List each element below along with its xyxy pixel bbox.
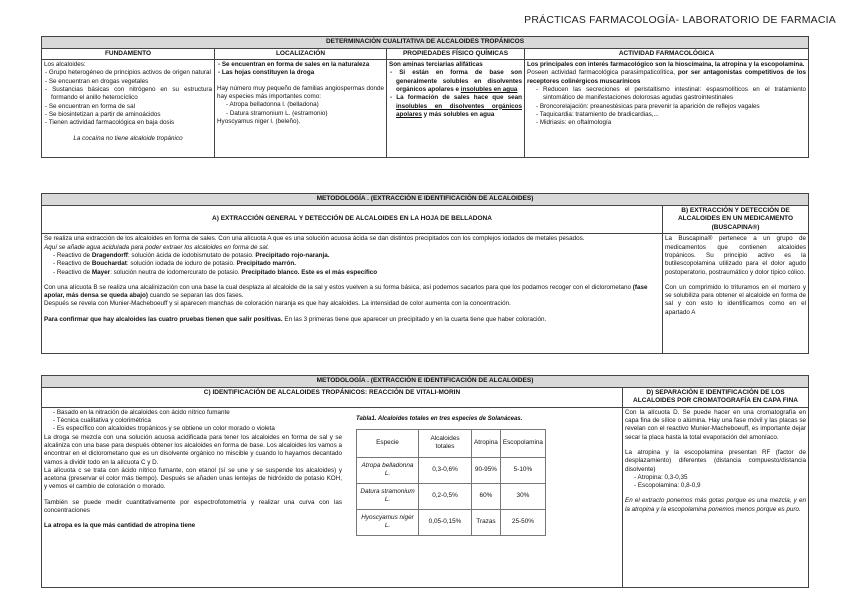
prop-text: La formación de sales hace que sean <box>396 94 522 102</box>
table-cell: Hyoscyamus niger L. <box>357 509 419 535</box>
section-d-cell <box>623 407 809 587</box>
col-header-fundamento: FUNDAMENTO <box>42 48 215 60</box>
text: Reactivo de <box>56 251 92 259</box>
table-header: Especie <box>357 429 419 457</box>
list-item: - Técnica cualitativa y colorimétrica <box>44 417 342 425</box>
list-item: - Grupo heterogéneo de principios activos de origen natural <box>44 69 212 77</box>
table-cell: 0,3-0,6% <box>419 457 472 483</box>
text-bold: Para confirmar que hay alcaloides las cuatro pruebas tienen que salir positivas. <box>44 315 283 323</box>
list-item: - Atropa belladonna l. (belladona) <box>217 101 384 109</box>
localizacion-cell <box>215 60 387 158</box>
a-p2 <box>44 284 660 301</box>
section-c-cell <box>42 407 623 587</box>
act-p2a: Poseen actividad farmacológica parasimpaticolítica, <box>527 69 678 77</box>
table-cell: 0,2-0,5% <box>419 483 472 509</box>
alkaloid-table-wrap <box>344 408 546 536</box>
table-cell: Atropa belladonna L. <box>357 457 419 483</box>
result: Precipitado marrón. <box>236 260 296 268</box>
table-cell: 90-95% <box>472 457 501 483</box>
table-cell: Trazas <box>472 509 501 535</box>
actividad-cell <box>525 60 809 158</box>
reagent-name: Dragendorff <box>91 251 128 259</box>
text: : solución iodada de ioduro de potasio. <box>126 260 237 268</box>
table-cell: 60% <box>472 483 501 509</box>
table-cell: 30% <box>500 483 545 509</box>
a-p4 <box>44 316 660 324</box>
col-header-c: C) IDENTIFICACIÓN DE ALCALOIDES TROPÁNICOS: REACCIÓN DE VITALI-MORIN <box>42 387 623 407</box>
fundamento-cell <box>42 60 215 158</box>
fundamento-intro: Los alcaloides: <box>44 61 86 69</box>
section-b-cell <box>663 234 809 354</box>
text: Reactivo de <box>56 268 92 276</box>
text: : solución ácida de iodobismutato de potasio. <box>127 251 256 259</box>
list-item: - Atropina: 0,3-0,35 <box>625 474 806 482</box>
c-p3: También se puede medir cuantitativamente por espectrofotometría y realizar una curva con las concentraciones <box>44 498 342 514</box>
table-row <box>357 457 546 483</box>
determinacion-table <box>41 36 809 158</box>
col-header-b: B) EXTRACCIÓN Y DETECCIÓN DE ALCALOIDES EN UN MEDICAMENTO (BUSCAPINA®) <box>663 205 809 234</box>
col-header-localizacion: LOCALIZACIÓN <box>215 48 387 60</box>
list-item: - Se encuentran en forma de sales en la naturaleza <box>217 61 384 69</box>
list-item: - Se biosintetizan a partir de aminoácidos <box>44 111 212 119</box>
result: Precipitado blanco. Este es el más específico <box>241 268 378 276</box>
reagent-name: Mayer <box>91 268 111 276</box>
table-header: Atropina <box>472 429 501 457</box>
list-item: - Sustancias básicas con nitrógeno en su estructura formando el anillo heterocíclico <box>44 86 212 103</box>
d-p2: La atropina y la escopolamina presentan RF (factor de desplazamiento) diferentes (distancia compuesto/distancia disolvente) <box>625 448 807 473</box>
reagent-name: Bouchardat <box>91 260 127 268</box>
list-item: - Basado en la nitración de alcaloides con ácido nítrico fumante <box>44 409 342 417</box>
section-title: METODOLOGÍA . (EXTRACCIÓN E IDENTIFICACIÓN DE ALCALOIDES) <box>42 376 809 388</box>
col-header-a: A) EXTRACCIÓN GENERAL Y DETECCIÓN DE ALCALOIDES EN LA HOJA DE BELLADONA <box>42 205 663 234</box>
list-item: - Taquicardia: tratamiento de bradicardias,... <box>527 111 806 119</box>
col-header-actividad: ACTIVIDAD FARMACOLÓGICA <box>525 48 809 60</box>
act-p1: Los principales con interés farmacológico son la hioscimaína, la atropina y la escopolamina. <box>527 61 805 69</box>
localizacion-para: Hay número muy pequeño de familias angiospermas donde hay especies más importantes como: <box>217 84 384 101</box>
table-caption: Tabla1. Alcaloides totales en tres especies de Solanáceas. <box>356 415 523 422</box>
section-title: METODOLOGÍA . (EXTRACCIÓN E IDENTIFICACIÓN DE ALCALOIDES) <box>42 194 809 206</box>
d-p3: En el extracto ponemos más gotas porque es una mezcla, y en la atropina y la escopolamina ponemos menos porque es puro. <box>625 497 807 513</box>
list-item: - Datura stramonium L. (estramonio) <box>217 110 384 118</box>
b-p2: Con un comprimido lo trituramos en el mortero y se solubiliza para obtener el alcaloide en forma de sal y con esto lo identificamos como en el apartado A <box>665 283 807 316</box>
list-item <box>44 260 660 268</box>
act-p2 <box>527 69 806 86</box>
list-item: - Las hojas constituyen la droga <box>217 69 384 77</box>
a-p1-italic: Aquí se añade agua acidulada para poder extraer los alcaloides en forma de sal. <box>44 243 270 251</box>
act-p2b: por ser antagonistas competitivos de los receptores colinérgicos muscarínicos <box>527 69 806 85</box>
text: Con una alícuota B se realiza una alcalinización con una base la cual desplaza al alcaloide de la sal y estos vuelven a su forma básica, así podemos sacarlos para que los podamos recoger con el diclorometano <box>44 283 633 291</box>
a-p3: Después se revela con Munier-Macheboeuff y si aparecen manchas de coloración naranja es que hay alcaloides. La intensidad de color aumenta con la concentración. <box>44 300 511 308</box>
table-row <box>357 509 546 535</box>
table-cell: 25-50% <box>500 509 545 535</box>
table-cell: 5-10% <box>500 457 545 483</box>
fundamento-note: La cocaína no tiene alcaloide tropánico <box>73 134 183 142</box>
text: : solución neutra de iodomercurato de potasio. <box>110 268 242 276</box>
table-cell: Datura stramonium L. <box>357 483 419 509</box>
metodologia-cd-table <box>41 375 809 588</box>
section-c-text <box>42 408 344 536</box>
list-item <box>44 269 660 277</box>
section-a-cell <box>42 234 663 354</box>
table-header: Escopolamina <box>500 429 545 457</box>
c-p4: La atropa es la que más cantidad de atropina tiene <box>44 522 196 530</box>
text: Reactivo de <box>56 260 92 268</box>
c-p1: La droga se mezcla con una solución acuosa acidificada para tener los alcaloides en forma de sal y se alcaliniza con una base para después obtener los alcaloides en forma de base. Los alcaloides los vamos a encontrar en el diclorometano que es un disolvente orgánico no miscible y cuando lo hayamos decantado vamos a dividir todo en la alícuota C y D. <box>44 433 342 466</box>
list-item: - Es específico con alcaloides tropánicos y se obtiene un color morado o violeta <box>44 425 342 433</box>
prop-underline: insolubles en disolventes orgánicos apolares <box>396 102 522 118</box>
table-header: Alcaloides totales <box>419 429 472 457</box>
text-bold: (fase apolar, más densa se queda abajo) <box>44 283 648 300</box>
list-item: - Escopolamina: 0,8-0,9 <box>625 482 806 490</box>
prop-text: Si están en forma de base son generalmente solubles en disolventes orgánicos apolares e <box>396 69 522 94</box>
list-item: - Broncorelajación: preanestésicas para prevenir la aparición de reflejos vagales <box>527 103 806 111</box>
table-row <box>357 483 546 509</box>
propiedades-cell <box>387 60 525 158</box>
list-item <box>389 94 522 119</box>
list-item <box>44 252 660 260</box>
page-header-title: PRÁCTICAS FARMACOLOGÍA- LABORATORIO DE FARMACIA <box>524 14 836 26</box>
result: Precipitado rojo-naranja. <box>255 251 330 259</box>
localizacion-last: Hyoscyamus niger l. (beleño). <box>217 117 301 125</box>
list-item: - Se encuentran en drogas vegetales <box>44 78 212 86</box>
col-header-d: D) SEPARACIÓN E IDENTIFICACIÓN DE LOS ALCALOIDES POR CROMATOGRAFÍA EN CAPA FINA <box>623 387 809 407</box>
prop-text: y más solubles en agua <box>423 110 495 118</box>
list-item: - Reducen las secreciones el peristaltismo intestinal: espasmolíticos en el tratamiento sintomático de manifestaciones dolorosas agudas gastrointestinales <box>527 86 806 103</box>
section-title: DETERMINACIÓN CUALITATIVA DE ALCALOIDES TROPÁNICOS <box>42 37 809 49</box>
text: En las 3 primeras tiene que aparecer un precipitado y en la cuarta tiene que haber coloración. <box>282 315 547 323</box>
a-p1: Se realiza una extracción de los alcaloides en forma de sales. Con una alícuota A que es una solución acuosa ácida se dan distintos precipitados con los complejos iodados de metales pesados. <box>44 235 585 243</box>
prop-underline: insolubles en agua <box>460 86 518 94</box>
alkaloid-table <box>356 429 546 536</box>
list-item: - Se encuentran en forma de sal <box>44 103 212 111</box>
list-item: - Tienen actividad farmacológica en baja dosis <box>44 119 212 127</box>
prop-line1: Son aminas terciarias alifáticas <box>389 61 483 69</box>
text: cuando se separan las dos fases. <box>147 292 244 300</box>
list-item <box>389 69 522 94</box>
table-cell: 0,05-0,15% <box>419 509 472 535</box>
metodologia-ab-table <box>41 193 809 354</box>
col-header-propiedades: PROPIEDADES FÍSICO QUÍMICAS <box>387 48 525 60</box>
c-p2: La alícuota c se trata con ácido nítrico fumante, con etanol (sí se une y se suspende los alcaloides) y acetona (preservar el color más tiempo). Después se añaden unas lentejas de hidróxido de potasio KOH, y vemos el cambio de coloración o morado. <box>44 466 342 491</box>
d-p1: Con la alícuota D. Se puede hacer en una cromatografía en capa fina de sílice o alúmina. Hay una fase móvil y las placas se revelan con el reactivo Munier-Macheboeuff, es importante dejar secar la placa hasta la total evaporación del amoníaco. <box>625 408 807 441</box>
b-p1: La Buscapina® pertenece a un grupo de medicamentos que contienen alcaloides tropánicos. Su principio activo es la butilescopolamina utilizado para el dolor agudo postoperatorio, postraumático y dolor típico cólico. <box>665 235 807 276</box>
list-item: - Midriasis: en oftalmología <box>527 119 806 127</box>
